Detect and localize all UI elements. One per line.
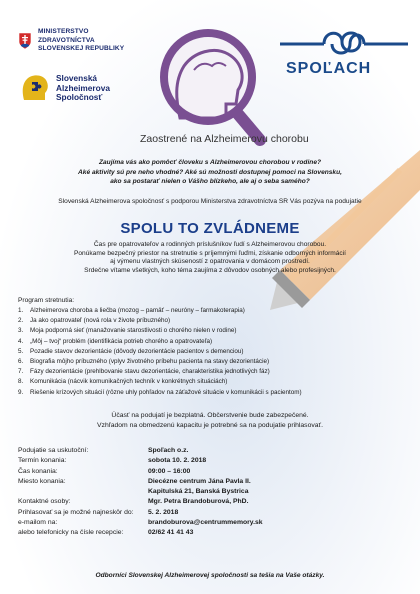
detail-row: [18, 508, 408, 518]
puzzle-head-icon: [18, 70, 52, 104]
spolach-logo: [276, 28, 412, 88]
detail-label: Čas konania:: [18, 467, 58, 475]
slovak-crest-icon: [18, 32, 32, 50]
event-headline: SPOLU TO ZVLÁDNEME: [120, 220, 300, 237]
detail-row: [18, 528, 408, 538]
detail-row: [18, 487, 408, 497]
detail-row: [18, 456, 408, 466]
participation-note: [0, 411, 420, 431]
detail-value: 5. 2. 2018: [148, 508, 179, 516]
program-item: [18, 377, 418, 387]
detail-label: Termín konania:: [18, 457, 67, 465]
detail-row: [18, 467, 408, 477]
description-line: Ponúkame bezpečný priestor na stretnutie s príjemnými ľuďmi, získanie odborných informácií: [73, 249, 347, 257]
invitation-text: Slovenská Alzheimerova spoločnosť s podporou Ministerstva zdravotníctva SR Vás pozýva na podujatie: [58, 198, 362, 205]
spolach-logo-text: SPOĽACH: [286, 60, 372, 77]
intro-questions: [30, 158, 390, 187]
program-item-text: Fázy dezorientácie (prehlbovanie stavu dezorientácie, charakteristika jednotlivých fáz): [30, 368, 270, 376]
description-line: aj výmenu vlastných skúseností z opatrovania v domácom prostredí.: [110, 258, 310, 266]
intro-line: Zaujíma vás ako pomôcť človeku s Alzheimerovou chorobou v rodine?: [98, 159, 322, 166]
event-description: [40, 241, 380, 276]
detail-value: 09:00 – 16:00: [148, 467, 191, 475]
detail-label: Prihlasovať sa je možné najneskôr do:: [18, 508, 134, 516]
program-item: [18, 347, 418, 357]
detail-row: [18, 446, 408, 456]
detail-row: [18, 518, 408, 528]
detail-label: alebo telefonicky na čísle recepcie:: [18, 529, 124, 537]
program-item-text: „Môj – tvoj“ problém (identifikácia potrieb chorého a opatrovateľa): [30, 337, 213, 345]
program-item-number: 9.: [18, 388, 24, 396]
footer-note: Odborníci Slovenskej Alzheimerovej spoločnosti sa tešia na Vaše otázky.: [95, 572, 325, 579]
program-item-number: 4.: [18, 337, 24, 345]
program-item: [18, 357, 418, 367]
detail-value: sobota 10. 2. 2018: [148, 457, 207, 465]
program-item-number: 8.: [18, 378, 24, 386]
sas-line: Alzheimerova: [56, 82, 110, 93]
description-line: Srdečne vítame všetkých, koho téma zaujíma z dôvodov osobných alebo profesijných.: [84, 267, 336, 275]
program-item: [18, 306, 418, 316]
detail-value: Diecézne centrum Jána Pavla II.: [148, 477, 251, 485]
email-link[interactable]: brandoburova@centrummemory.sk: [148, 519, 263, 527]
program-item-text: Komunikácia (nácvik komunikačných techník v konkrétnych situáciách): [30, 378, 228, 386]
detail-label: Miesto konania:: [18, 477, 66, 485]
participation-line: Účasť na podujatí je bezplatná. Občerstvenie bude zabezpečené.: [111, 412, 309, 419]
program-item-number: 3.: [18, 327, 24, 335]
program-item-number: 7.: [18, 368, 24, 376]
program-item-text: Riešenie krízových situácií (rôzne uhly pohľadov na záťažové situácie v komunikácii s pacientom): [30, 388, 302, 396]
program-list: [18, 306, 418, 398]
ministry-line: SLOVENSKEJ REPUBLIKY: [38, 45, 125, 53]
program-item: [18, 316, 418, 326]
ministry-line: MINISTERSTVO: [38, 28, 89, 35]
program-item-text: Ja ako opatrovateľ (nová rola v živote príbuzného): [30, 317, 171, 325]
detail-row: [18, 497, 408, 507]
program-item-text: Alzheimerova choroba a liečba (mozog – pamäť – neuróny – farmakoterapia): [30, 307, 245, 314]
detail-row: [18, 477, 408, 487]
program-item-number: 5.: [18, 347, 24, 355]
intro-line: Aké aktivity sú pre neho vhodné? Aké sú možnosti dostupnej pomoci na Slovensku,: [78, 168, 342, 176]
phone-number: 02/62 41 41 43: [148, 529, 194, 537]
program-item-text: Biografia môjho príbuzného (vplyv životného príbehu pacienta na stavy dezorientácie): [30, 358, 270, 366]
magnifier-head-icon: [150, 22, 270, 147]
program-item: [18, 326, 418, 336]
detail-value: Mgr. Petra Brandoburová, PhD.: [148, 498, 249, 506]
detail-value: Spoľach o.z.: [148, 447, 189, 454]
intro-line: ako sa postarať nielen o Vášho blízkeho, ale aj o seba samého?: [110, 178, 310, 186]
detail-label: e-mailom na:: [18, 519, 58, 527]
program-item: [18, 337, 418, 347]
program-title: Program stretnutia:: [18, 297, 75, 304]
program-item-number: 2.: [18, 317, 24, 325]
program-item-number: 6.: [18, 358, 24, 366]
event-details: [18, 446, 408, 539]
detail-label: Kontaktné osoby:: [18, 498, 71, 506]
sas-line: Spoločnosť: [56, 92, 103, 103]
ministry-line: ZDRAVOTNÍCTVA: [38, 36, 95, 44]
description-line: Čas pre opatrovateľov a rodinných príslušníkov ľudí s Alzheimerovou chorobou.: [93, 241, 327, 248]
participation-line: Vzhľadom na obmedzenú kapacitu je potrebné sa na podujatie prihlasovať.: [97, 422, 323, 429]
program-item: [18, 388, 418, 398]
event-subtitle: Zaostrené na Alzheimerovu chorobu: [140, 133, 309, 145]
program-item: [18, 367, 418, 377]
detail-value: Kapitulská 21, Banská Bystrica: [148, 488, 249, 496]
program-item-text: Moja podporná sieť (manažovanie starostlivosti o chorého nielen v rodine): [30, 327, 237, 335]
detail-label: Podujatie sa uskutoční:: [18, 447, 89, 454]
program-item-number: 1.: [18, 307, 24, 314]
program-item-text: Pozadie stavov dezorientácie (dôvody dezorientácie pacientov s demenciou): [30, 347, 244, 355]
sas-line: Slovenská: [56, 73, 98, 83]
knot-icon: [276, 28, 412, 58]
